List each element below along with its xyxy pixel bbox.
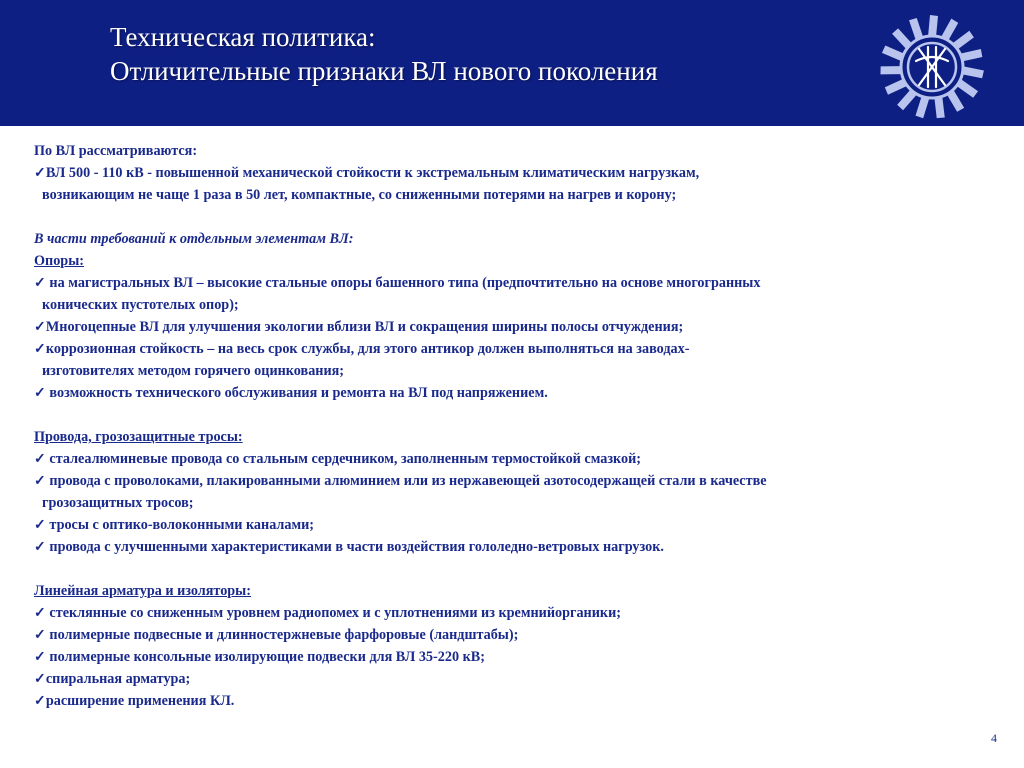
list-item: ✓ на магистральных ВЛ – высокие стальные опоры башенного типа (предпочтительно на основе многогранных — [34, 275, 761, 291]
list-item: ✓ провода с проволоками, плакированными алюминием или из нержавеющей азотосодержащей стали в качестве — [34, 473, 767, 489]
list-item: ✓ сталеалюминевые провода со стальным сердечником, заполненным термостойкой смазкой; — [34, 451, 642, 467]
list-item: ✓ возможность технического обслуживания и ремонта на ВЛ под напряжением. — [34, 385, 548, 401]
list-item: ✓Многоцепные ВЛ для улучшения экологии вблизи ВЛ и сокращения ширины полосы отчуждения; — [34, 319, 684, 335]
intro-heading: По ВЛ рассматриваются: — [34, 143, 198, 159]
supports-heading: Опоры: — [34, 253, 84, 269]
list-item: ✓расширение применения КЛ. — [34, 693, 235, 709]
list-item: ✓ полимерные подвесные и длинностержневые фарфоровые (ландштабы); — [34, 627, 519, 643]
title-line-1: Техническая политика: — [110, 22, 376, 52]
list-item: ✓ полимерные консольные изолирующие подвески для ВЛ 35-220 кВ; — [34, 649, 485, 665]
fittings-heading: Линейная арматура и изоляторы: — [34, 583, 251, 599]
slide-title — [110, 20, 658, 88]
list-item: конических пустотелых опор); — [42, 297, 239, 313]
page-number: 4 — [991, 731, 997, 745]
list-item: ✓ стеклянные со сниженным уровнем радиопомех и с уплотнениями из кремнийорганики; — [34, 605, 621, 621]
list-item: грозозащитных тросов; — [42, 495, 194, 511]
slide-body — [34, 140, 1009, 712]
list-item: ✓спиральная арматура; — [34, 671, 191, 687]
intro-item-line-2: возникающим не чаще 1 раза в 50 лет, компактные, со сниженными потерями на нагрев и корону; — [42, 187, 677, 203]
list-item: изготовителях методом горячего оцинкования; — [42, 363, 345, 379]
list-item: ✓коррозионная стойкость – на весь срок службы, для этого антикор должен выполняться на заводах- — [34, 341, 690, 357]
list-item: ✓ провода с улучшенными характеристиками в части воздействия гололедно-ветровых нагрузок. — [34, 539, 664, 555]
company-emblem-icon — [878, 14, 986, 120]
title-line-2: Отличительные признаки ВЛ нового поколения — [110, 56, 658, 86]
intro-item-line-1: ✓ВЛ 500 - 110 кВ - повышенной механической стойкости к экстремальным климатическим нагрузкам, — [34, 165, 700, 181]
requirements-heading: В части требований к отдельным элементам ВЛ: — [34, 231, 354, 247]
list-item: ✓ тросы с оптико-волоконными каналами; — [34, 517, 315, 533]
slide-header — [0, 0, 1024, 126]
wires-heading: Провода, грозозащитные тросы: — [34, 429, 243, 445]
